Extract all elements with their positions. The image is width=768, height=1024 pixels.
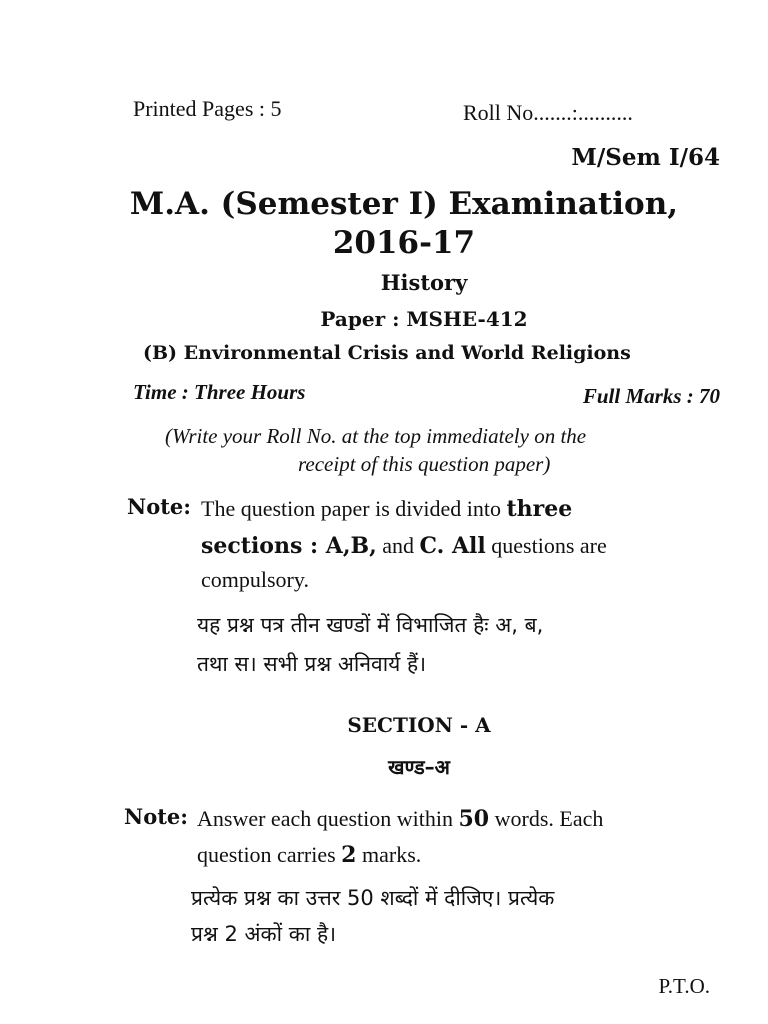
note-text: and xyxy=(376,533,420,558)
note-text-line-1 xyxy=(197,806,603,832)
note-label: Note: xyxy=(124,804,189,829)
note-text: Answer each question within xyxy=(197,806,459,831)
roll-instruction-line-1: (Write your Roll No. at the top immediately on the xyxy=(165,424,587,448)
exam-title: M.A. (Semester I) Examination, xyxy=(129,186,679,222)
note-text: words. Each xyxy=(489,806,604,831)
note-emphasis: three xyxy=(506,496,573,522)
note-text: questions are xyxy=(485,533,607,558)
note-label: Note: xyxy=(127,494,192,519)
subject-heading: History xyxy=(380,270,468,295)
note-text-line-2 xyxy=(197,842,421,868)
paper-number: Paper : MSHE-412 xyxy=(320,307,528,331)
note-hindi-line-2: प्रश्न 2 अंकों का है। xyxy=(191,922,337,946)
note-hindi-line-1: प्रत्येक प्रश्न का उत्तर 50 शब्दों में दीजिए। प्रत्येक xyxy=(191,886,555,910)
note-emphasis: 2 xyxy=(341,842,357,868)
note-hindi-line-1: यह प्रश्न पत्र तीन खण्डों में विभाजित हैः अ, ब, xyxy=(197,613,544,637)
note-text: The question paper is divided into xyxy=(201,496,507,521)
note-emphasis: sections : A,B, xyxy=(201,533,377,559)
exam-duration: Time : Three Hours xyxy=(133,380,306,404)
roll-instruction-line-2: receipt of this question paper) xyxy=(298,452,551,476)
exam-year: 2016-17 xyxy=(332,225,476,261)
note-text: question carries xyxy=(197,842,342,867)
please-turn-over: P.T.O. xyxy=(658,974,710,998)
note-text-line-2 xyxy=(201,533,607,559)
printed-pages: Printed Pages : 5 xyxy=(133,96,282,121)
note-text-line-3: compulsory. xyxy=(201,567,309,592)
section-title-hindi: खण्ड–अ xyxy=(388,755,450,779)
roll-number-field: Roll No.......:.......... xyxy=(463,100,633,125)
section-title: SECTION - A xyxy=(347,713,491,737)
note-hindi-line-2: तथा स। सभी प्रश्न अनिवार्य हैं। xyxy=(197,652,427,676)
paper-code: M/Sem I/64 xyxy=(571,144,720,171)
note-text-line-1 xyxy=(201,496,572,522)
note-emphasis: C. All xyxy=(419,533,486,559)
full-marks: Full Marks : 70 xyxy=(582,384,720,408)
note-text: marks. xyxy=(356,842,422,867)
note-emphasis: 50 xyxy=(458,806,490,832)
paper-title: (B) Environmental Crisis and World Religions xyxy=(143,342,631,364)
